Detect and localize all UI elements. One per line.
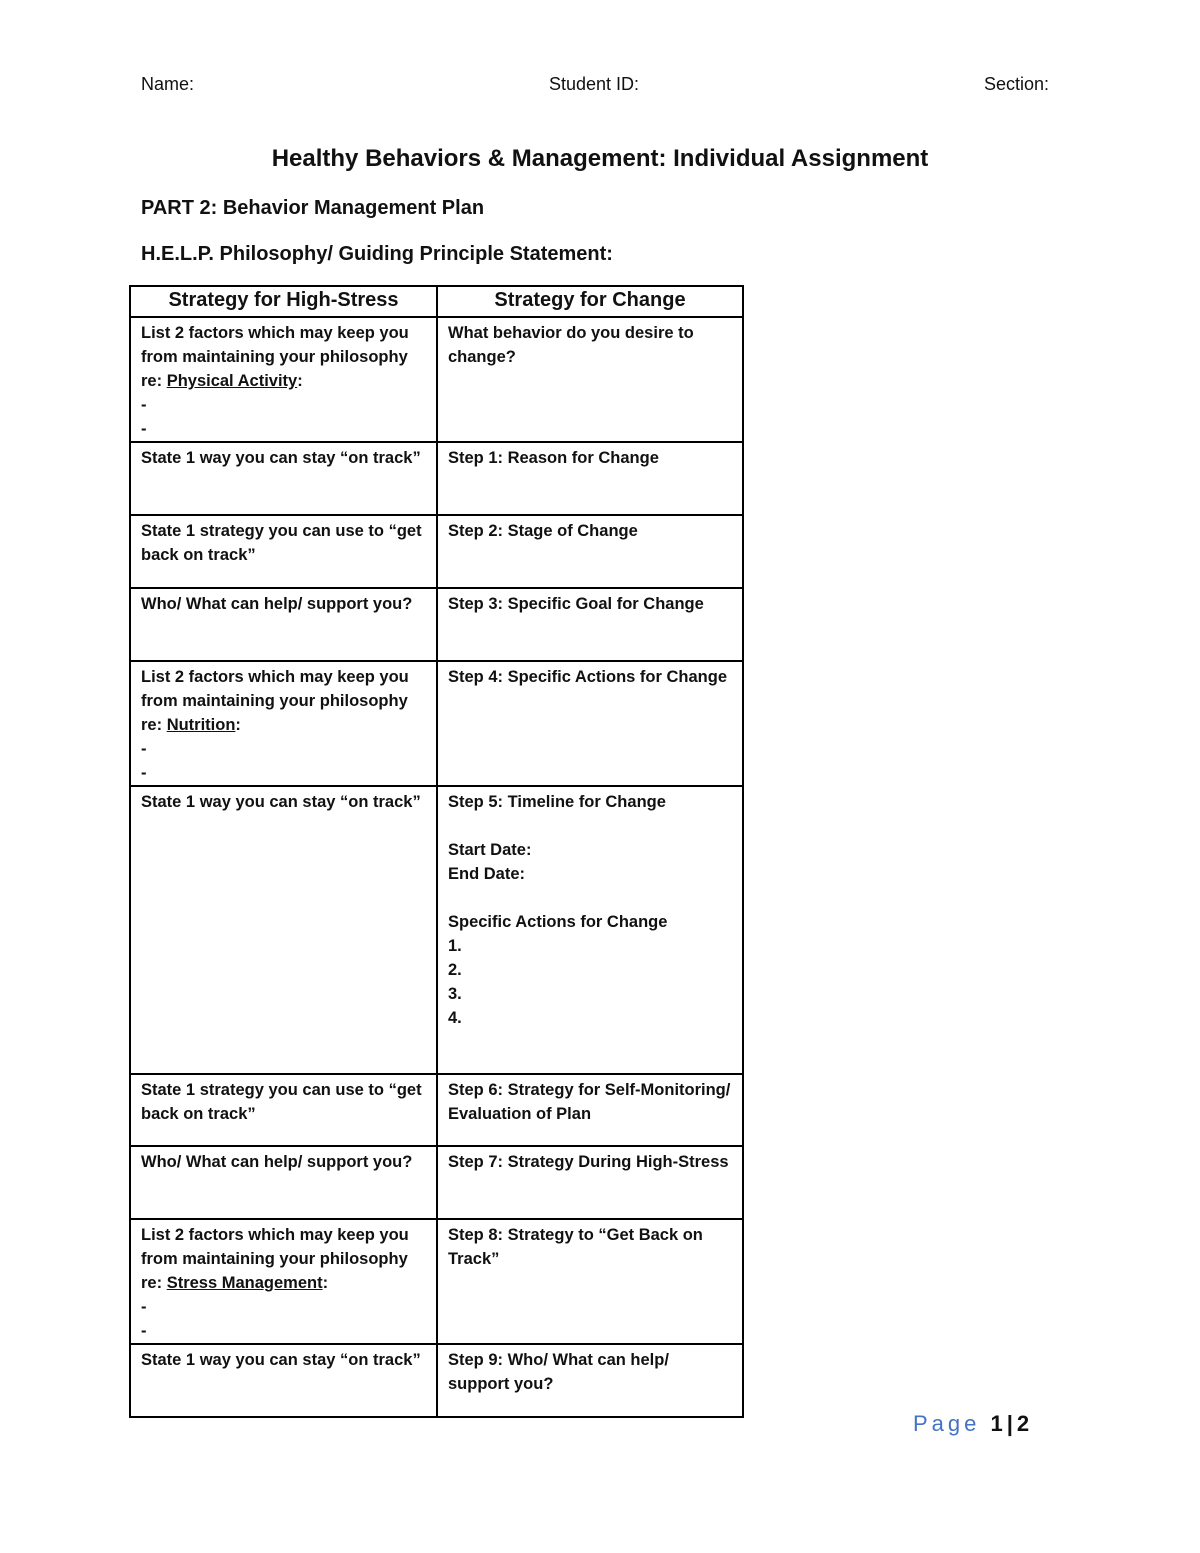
dash: - bbox=[141, 764, 147, 782]
step-1-cell: Step 1: Reason for Change bbox=[437, 442, 743, 515]
table-row bbox=[130, 515, 743, 588]
topic-physical-activity: Physical Activity bbox=[166, 372, 298, 390]
action-item: 2. bbox=[448, 961, 462, 979]
topic-stress-management: Stress Management bbox=[166, 1274, 323, 1292]
section-label: Section: bbox=[984, 74, 1050, 94]
table-header-row bbox=[130, 286, 743, 317]
table-row bbox=[130, 661, 743, 786]
col-header-high-stress: Strategy for High-Stress bbox=[130, 286, 437, 317]
table-row bbox=[130, 1074, 743, 1146]
table-row bbox=[130, 786, 743, 1074]
table-row bbox=[130, 442, 743, 515]
dash: - bbox=[141, 396, 147, 414]
actions-label: Specific Actions for Change bbox=[448, 913, 668, 931]
step-3-cell: Step 3: Specific Goal for Change bbox=[437, 588, 743, 661]
page-title: Healthy Behaviors & Management: Individual Assignment bbox=[271, 145, 929, 172]
step-7-cell: Step 7: Strategy During High-Stress bbox=[437, 1146, 743, 1219]
table-row bbox=[130, 317, 743, 442]
table-row bbox=[130, 1146, 743, 1219]
factors-prompt: List 2 factors which may keep you from maintaining your philosophy re: bbox=[141, 1226, 409, 1292]
end-date-label: End Date: bbox=[448, 865, 526, 883]
dash: - bbox=[141, 740, 147, 758]
factors-cell-nutrition bbox=[130, 661, 437, 786]
step-4-cell: Step 4: Specific Actions for Change bbox=[437, 661, 743, 786]
colon: : bbox=[297, 372, 303, 390]
part-heading: PART 2: Behavior Management Plan bbox=[141, 197, 485, 219]
page-footer bbox=[913, 1411, 1029, 1437]
name-label: Name: bbox=[141, 74, 195, 94]
table-row bbox=[130, 1344, 743, 1417]
get-back-cell: State 1 strategy you can use to “get back on track” bbox=[130, 1074, 437, 1146]
stay-on-track-cell: State 1 way you can stay “on track” bbox=[130, 786, 437, 1074]
stay-on-track-cell: State 1 way you can stay “on track” bbox=[130, 1344, 437, 1417]
dash: - bbox=[141, 1322, 147, 1340]
who-help-cell: Who/ What can help/ support you? bbox=[130, 1146, 437, 1219]
factors-prompt: List 2 factors which may keep you from maintaining your philosophy re: bbox=[141, 324, 409, 390]
page-total: 2 bbox=[1016, 1411, 1030, 1436]
get-back-cell: State 1 strategy you can use to “get back on track” bbox=[130, 515, 437, 588]
action-item: 1. bbox=[448, 937, 462, 955]
table-row bbox=[130, 1219, 743, 1344]
factors-cell-physical bbox=[130, 317, 437, 442]
colon: : bbox=[235, 716, 241, 734]
step-9-cell: Step 9: Who/ What can help/ support you? bbox=[437, 1344, 743, 1417]
page-current: 1 bbox=[990, 1411, 1003, 1436]
student-id-label: Student ID: bbox=[549, 74, 640, 94]
desire-cell: What behavior do you desire to change? bbox=[437, 317, 743, 442]
action-item: 3. bbox=[448, 985, 462, 1003]
factors-prompt: List 2 factors which may keep you from maintaining your philosophy re: bbox=[141, 668, 409, 734]
dash: - bbox=[141, 1298, 147, 1316]
who-help-cell: Who/ What can help/ support you? bbox=[130, 588, 437, 661]
stay-on-track-cell: State 1 way you can stay “on track” bbox=[130, 442, 437, 515]
step-6-cell: Step 6: Strategy for Self-Monitoring/ Evaluation of Plan bbox=[437, 1074, 743, 1146]
factors-cell-stress bbox=[130, 1219, 437, 1344]
page-word: Page bbox=[913, 1411, 981, 1436]
step-8-cell: Step 8: Strategy to “Get Back on Track” bbox=[437, 1219, 743, 1344]
step-2-cell: Step 2: Stage of Change bbox=[437, 515, 743, 588]
col-header-change: Strategy for Change bbox=[437, 286, 743, 317]
page-separator: | bbox=[1006, 1411, 1013, 1436]
dash: - bbox=[141, 420, 147, 438]
table-row bbox=[130, 588, 743, 661]
colon: : bbox=[322, 1274, 329, 1292]
action-item: 4. bbox=[448, 1009, 462, 1027]
philosophy-heading: H.E.L.P. Philosophy/ Guiding Principle Statement: bbox=[141, 243, 613, 265]
topic-nutrition: Nutrition bbox=[166, 716, 236, 734]
start-date-label: Start Date: bbox=[448, 841, 532, 859]
step-5-cell bbox=[437, 786, 743, 1074]
plan-table bbox=[129, 285, 744, 1418]
step-5-title: Step 5: Timeline for Change bbox=[448, 793, 666, 811]
